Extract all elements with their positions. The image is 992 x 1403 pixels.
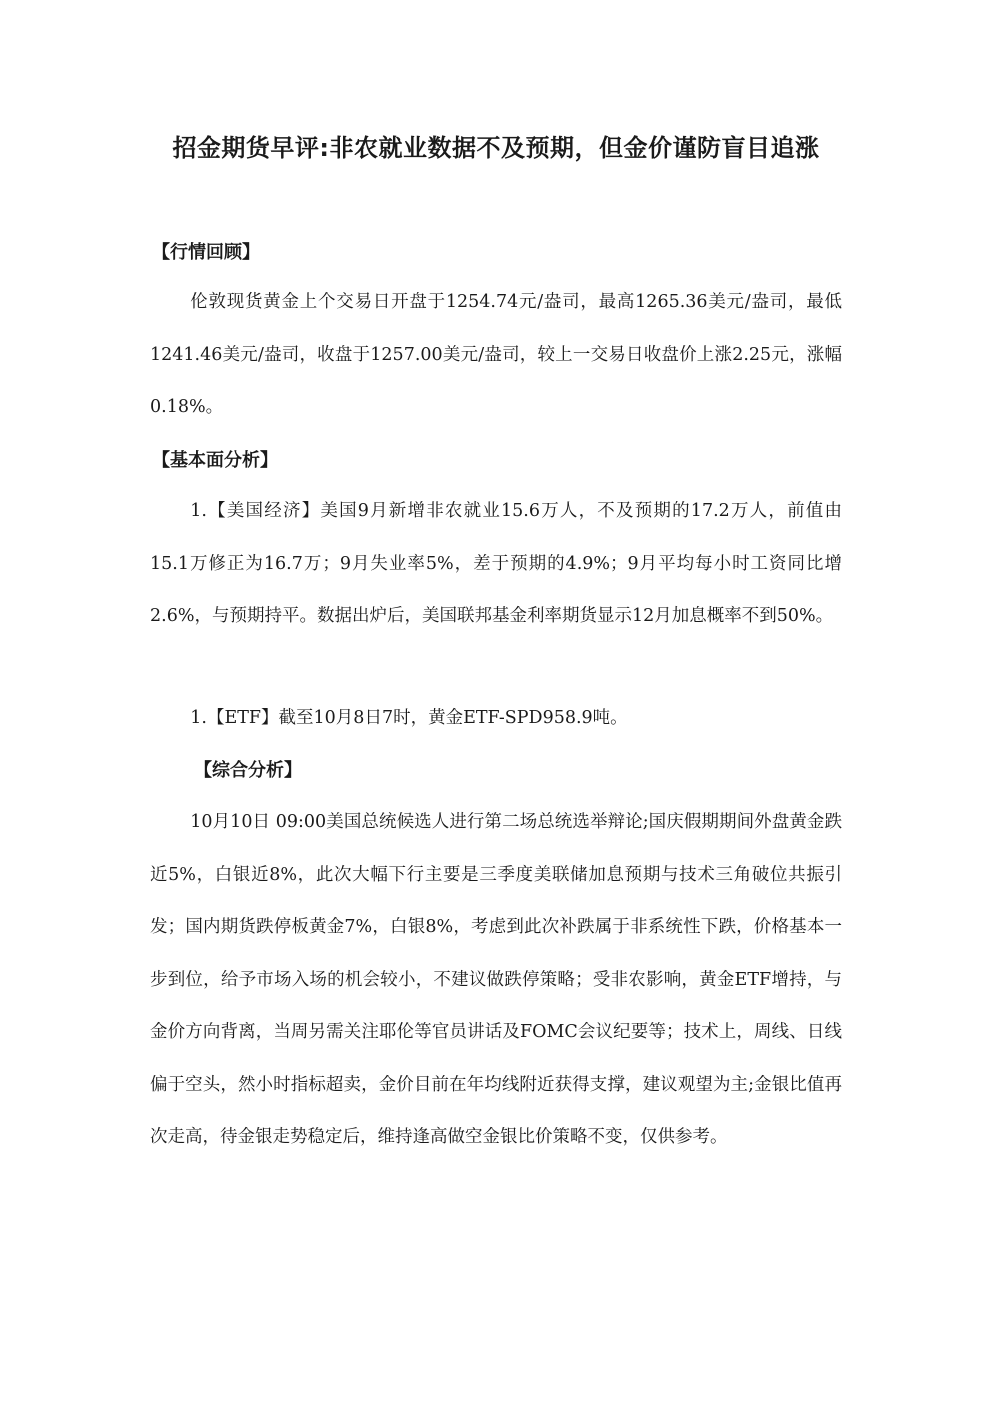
market-review-heading: 【行情回顾】 [152,242,260,263]
fundamentals-item-us-economy: 1.【美国经济】美国9月新增非农就业15.6万人，不及预期的17.2万人，前值由15.1万修正为16.7万；9月失业率5%，差于预期的4.9%；9月平均每小时工资同比增2.6%，与预期持平。数据出炉后，美国联邦基金利率期货显示12月加息概率不到50%。 [150,501,842,626]
market-review-paragraph: 伦敦现货黄金上个交易日开盘于1254.74元/盎司，最高1265.36美元/盎司，最低1241.46美元/盎司，收盘于1257.00美元/盎司，较上一交易日收盘价上涨2.25元，涨幅0.18%。 [150,292,842,417]
summary-paragraph: 10月10日 09:00美国总统候选人进行第二场总统选举辩论;国庆假期期间外盘黄金跌近5%，白银近8%，此次大幅下行主要是三季度美联储加息预期与技术三角破位共振引发；国内期货跌停板黄金7%，白银8%，考虑到此次补跌属于非系统性下跌，价格基本一步到位，给予市场入场的机会较小，不建议做跌停策略；受非农影响，黄金ETF增持，与金价方向背离，当周另需关注耶伦等官员讲话及FOMC会议纪要等；技术上，周线、日线偏于空头，然小时指标超卖，金价目前在年均线附近获得支撑，建议观望为主;金银比值再次走高，待金银走势稳定后，维持逢高做空金银比价策略不变，仅供参考。 [150,812,842,1147]
document-title: 招金期货早评:非农就业数据不及预期，但金价谨防盲目追涨 [172,134,820,162]
summary-heading: 【综合分析】 [194,760,302,781]
fundamentals-item-etf: 1.【ETF】截至10月8日7时，黄金ETF-SPD958.9吨。 [190,708,628,728]
fundamentals-heading: 【基本面分析】 [152,450,278,471]
